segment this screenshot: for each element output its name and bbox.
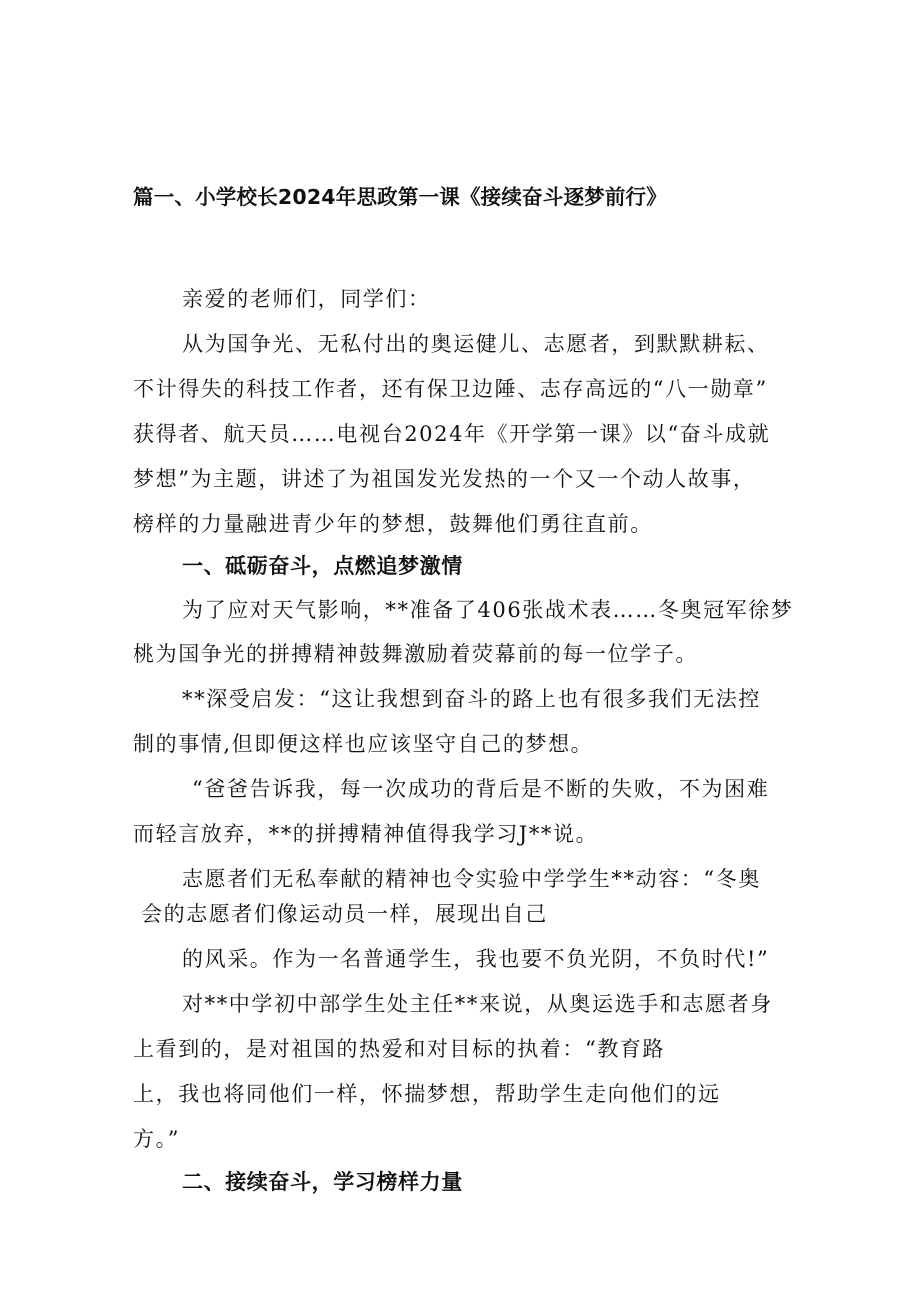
paragraph-line: 制的事情,但即便这样也应该坚守自己的梦想。 (133, 732, 594, 756)
paragraph-line: “爸爸告诉我，每一次成功的背后是不断的失败，不为困难 (192, 777, 770, 801)
paragraph-line: 上看到的，是对祖国的热爱和对目标的执着：“教育路 (133, 1037, 666, 1061)
paragraph-line: 获得者、航天员……电视台2024年《开学第一课》以“奋斗成就 (133, 422, 771, 446)
paragraph-line: 榜样的力量融进青少年的梦想，鼓舞他们勇往直前。 (133, 512, 653, 536)
paragraph-line: 的风采。作为一名普通学生，我也要不负光阴，不负时代!” (182, 947, 770, 971)
section-heading-2: 二、接续奋斗，学习榜样力量 (182, 1170, 463, 1194)
document-title: 篇一、小学校长2024年思政第一课《接续奋斗逐梦前行》 (133, 185, 667, 209)
paragraph-line: 对**中学初中部学生处主任**来说，从奥运选手和志愿者身 (182, 992, 773, 1016)
paragraph-line: 上，我也将同他们一样，怀揣梦想，帮助学生走向他们的远 (133, 1082, 721, 1106)
paragraph-line: 而轻言放弃，**的拼搏精神值得我学习J**说。 (133, 822, 599, 846)
paragraph-line: 志愿者们无私奉献的精神也令实验中学学生**动容：“冬奥 (182, 867, 761, 891)
paragraph-line: **深受启发：“这让我想到奋斗的路上也有很多我们无法控 (182, 687, 761, 711)
paragraph-line: 方。” (133, 1127, 181, 1151)
paragraph-line: 桃为国争光的拼搏精神鼓舞激励着荧幕前的每一位学子。 (133, 642, 698, 666)
paragraph-line: 会的志愿者们像运动员一样，展现出自己 (141, 902, 548, 926)
paragraph-line: 为了应对天气影响，**准备了406张战术表……冬奥冠军徐梦 (182, 598, 794, 622)
section-heading-1: 一、砥砺奋斗，点燃追梦激情 (182, 554, 463, 578)
paragraph-line: 不计得失的科技工作者，还有保卫边陲、志存高远的“八一勋章” (133, 377, 768, 401)
greeting-line: 亲爱的老师们，同学们： (182, 287, 431, 311)
paragraph-line: 梦想”为主题，讲述了为祖国发光发热的一个又一个动人故事， (133, 467, 756, 491)
paragraph-line: 从为国争光、无私付出的奥运健儿、志愿者，到默默耕耘、 (182, 332, 770, 356)
